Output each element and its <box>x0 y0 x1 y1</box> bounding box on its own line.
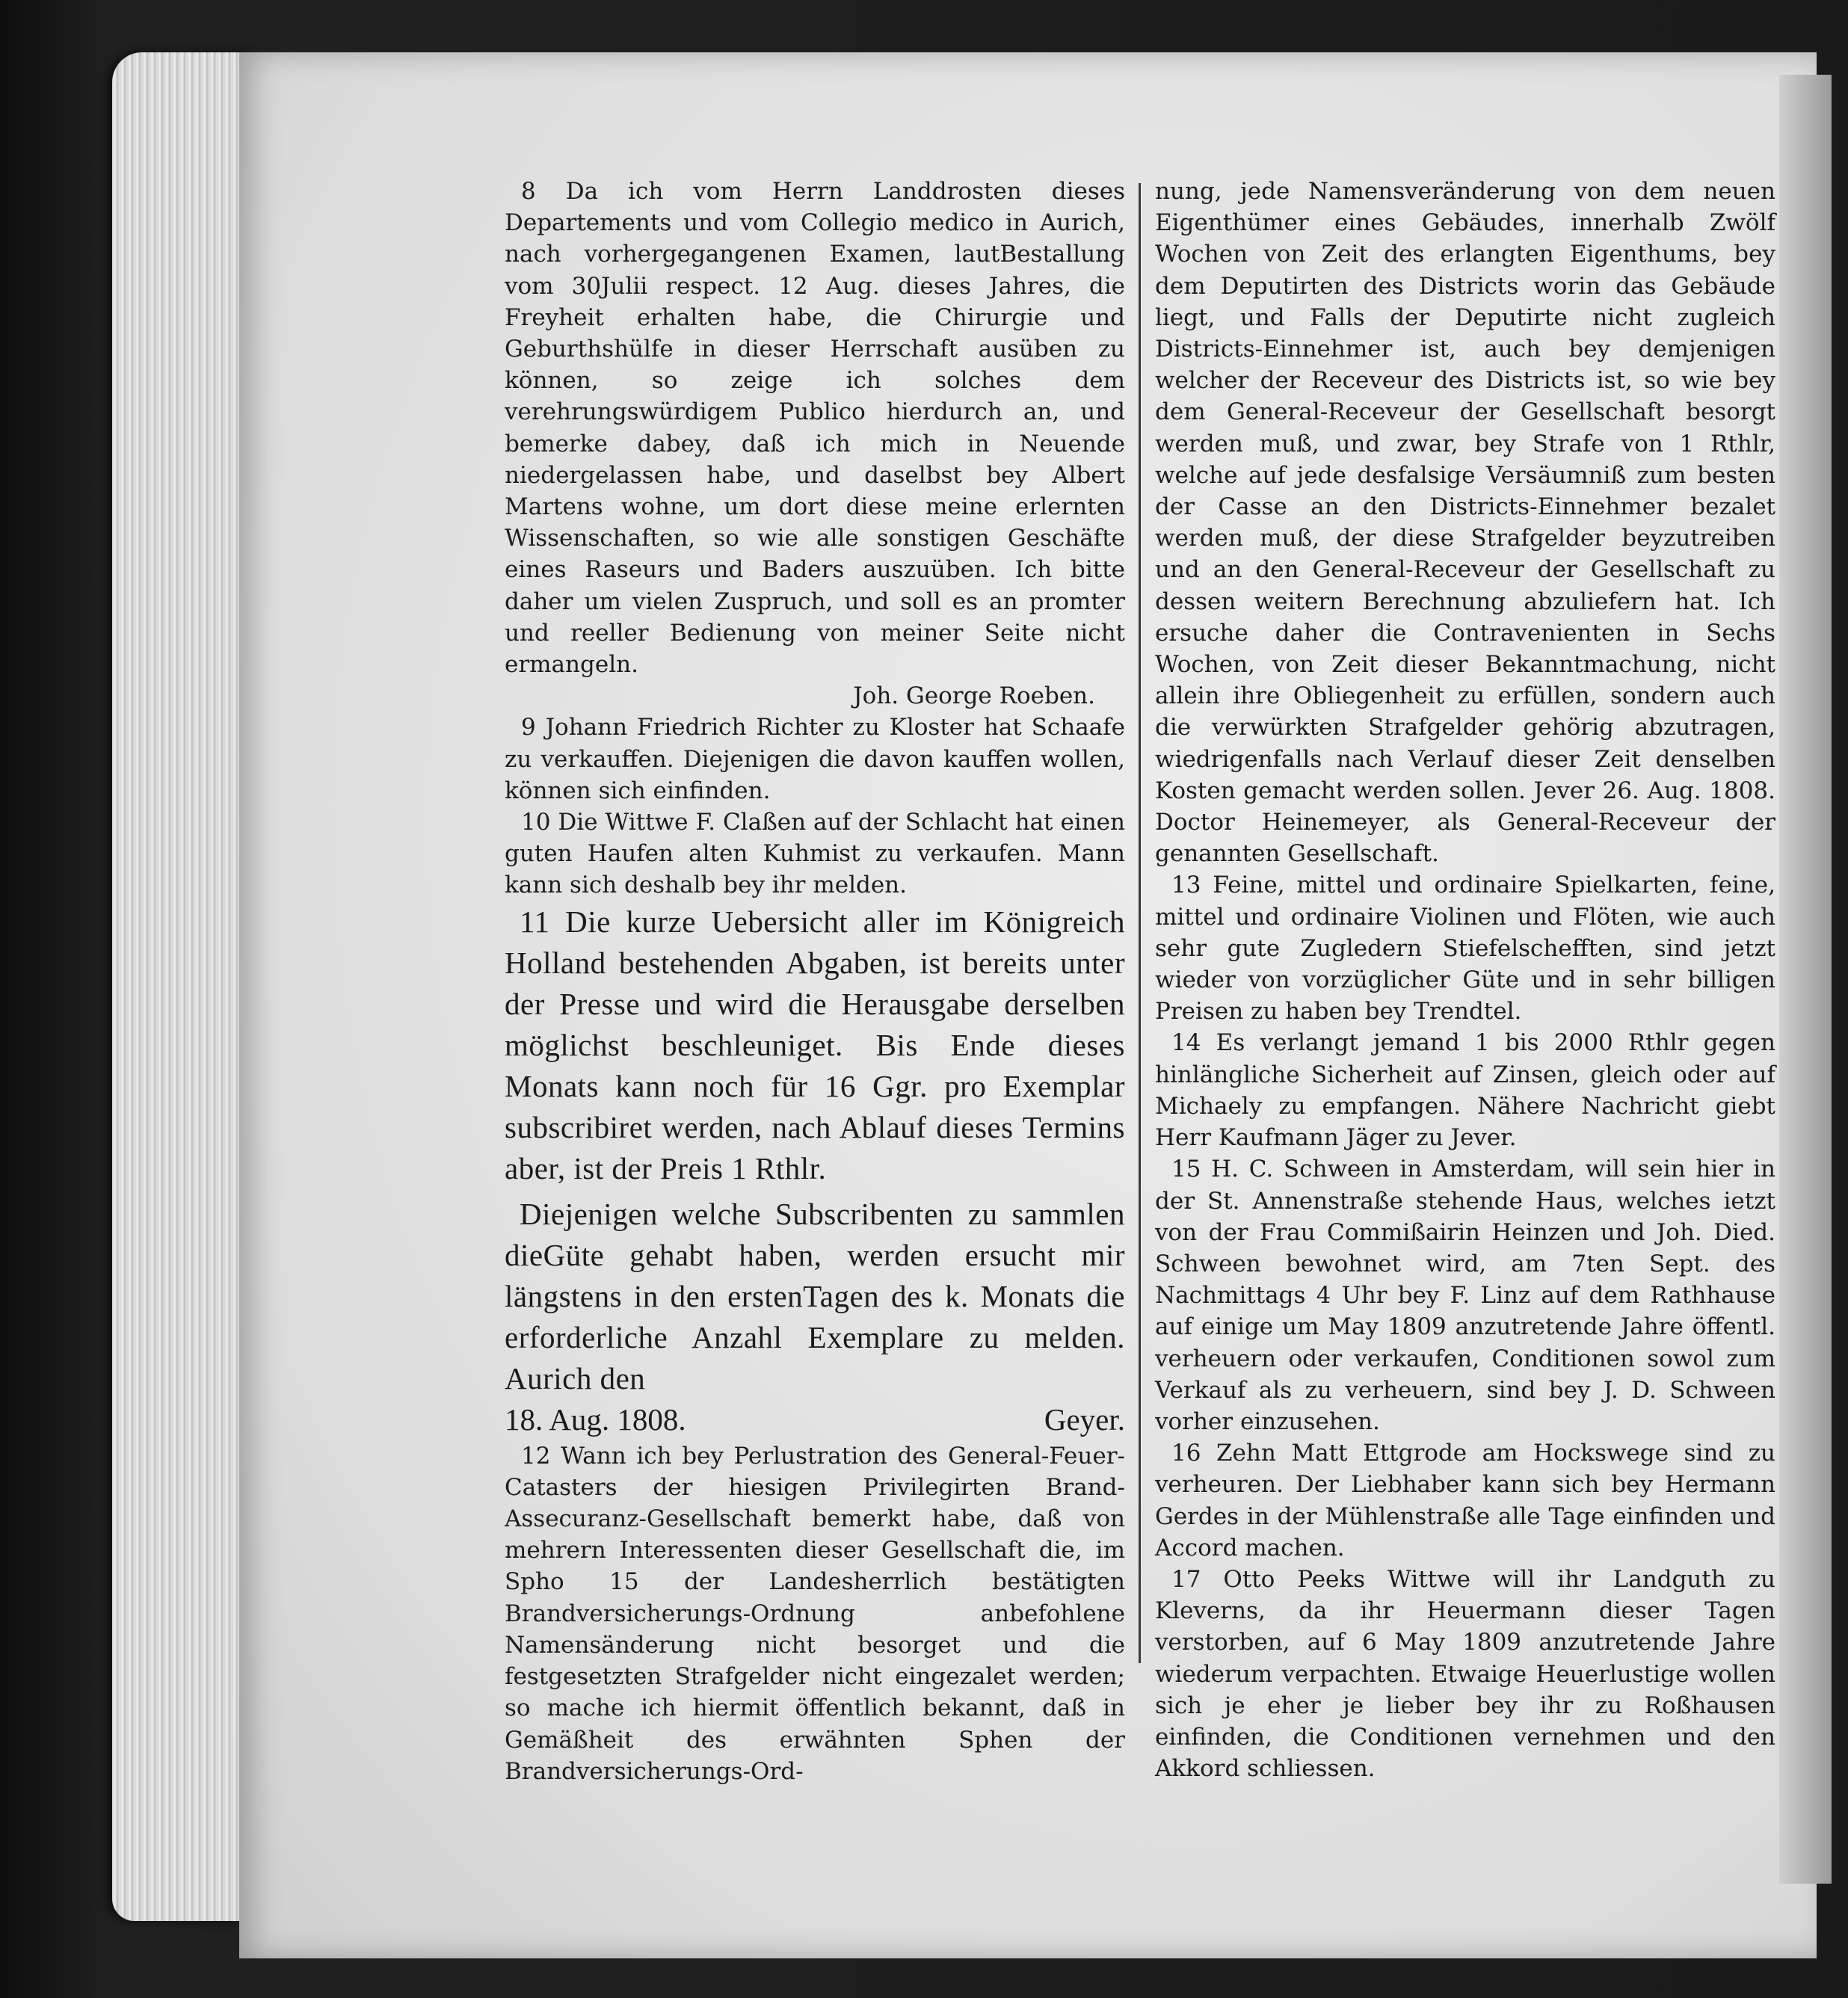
right-column <box>1155 176 1775 1784</box>
left-column <box>505 176 1125 1787</box>
notice-11-dateline <box>505 1399 1125 1440</box>
facing-page-edge <box>1779 75 1832 1884</box>
notice-13: 13 Feine, mittel und ordinaire Spielkarten, feine, mittel und ordinaire Violinen und Flöten, wie auch sehr gute Zugledern Stiefelschefften, sind jetzt wieder von vorzüglicher Güte und in sehr billigen Preisen zu haben bey Trendtel. <box>1155 872 1775 1026</box>
notice-8-signature: Joh. George Roeben. <box>853 682 1095 710</box>
notice-11-paragraph-1: 11 Die kurze Uebersicht aller im Königreich Holland bestehenden Abgaben, ist bereits unter der Presse und wird die Herausgabe derselben möglichst beschleuniget. Bis Ende dieses Monats kann noch für 16 Ggr. pro Exemplar subscribiret werden, nach Ablauf dieses Termins aber, ist der Preis 1 Rthlr. <box>505 904 1125 1185</box>
notice-11-paragraph-2: Diejenigen welche Subscribenten zu sammlen dieGüte gehabt haben, werden ersucht mir längstens in den erstenTagen des k. Monats die erforderliche Anzahl Exemplare zu melden. Aurich den <box>505 1196 1125 1396</box>
notice-8: 8 Da ich vom Herrn Landdrosten dieses Departements und vom Collegio medico in Aurich, nach vorhergegangenen Examen, lautBestallung vom 30Julii respect. 12 Aug. dieses Jahres, die Freyheit erhalten habe, die Chirurgie und Geburthshülfe in dieser Herrschaft ausüben zu können, so zeige ich solches dem verehrungswürdigem Publico hierdurch an, und bemerke dabey, daß ich mich in Neuende niedergelassen habe, und daselbst bey Albert Martens wohne, um dort diese meine erlernten Wissenschaften, so wie alle sonstigen Geschäfte eines Raseurs und Baders auszuüben. Ich bitte daher um vielen Zuspruch, und soll es an promter und reeller Bedienung von meiner Seite nicht ermangeln. <box>505 178 1125 679</box>
notice-12-continued: nung, jede Namensveränderung von dem neuen Eigenthümer eines Gebäudes, innerhalb Zwölf Wochen von Zeit des erlangten Eigenthums, bey dem Deputirten des Districts worin das Gebäude liegt, und Falls der Deputirte nicht zugleich Districts-Einnehmer ist, auch bey demjenigen welcher der Receveur des Districts ist, so wie bey dem General-Receveur der Gesellschaft besorgt werden muß, und zwar, bey Strafe von 1 Rthlr, welche auf jede desfalsige Versäumniß zum besten der Casse an den Districts-Einnehmer bezalet werden muß, der diese Strafgelder beyzutreiben und an den General-Receveur der Gesellschaft zu dessen weitern Berechnung abzuliefern hat. Ich ersuche daher die Contravenienten in Sechs Wochen, von Zeit dieser Bekanntmachung, nicht allein ihre Obliegenheit zu erfüllen, sondern auch die verwürkten Strafgelder gehörig abzutragen, wiedrigenfalls nach Verlauf dieser Zeit denselben Kosten gemacht werden sollen. Jever 26. Aug. 1808. Doctor Heinemeyer, als General-Receveur der genannten Gesellschaft. <box>1155 178 1775 868</box>
notice-17: 17 Otto Peeks Wittwe will ihr Landguth zu Kleverns, da ihr Heuermann dieser Tagen verstorben, auf 6 May 1809 anzutretende Jahre wiederum verpachten. Etwaige Heuerlustige wollen sich je eher je lieber bey ihr zu Roßhausen einfinden, die Conditionen vernehmen und den Akkord schliessen. <box>1155 1565 1775 1783</box>
column-divider <box>1139 183 1141 1663</box>
notice-10: 10 Die Wittwe F. Claßen auf der Schlacht hat einen guten Haufen alten Kuhmist zu verkaufen. Mann kann sich deshalb bey ihr melden. <box>505 809 1125 899</box>
notice-11-date: 18. Aug. 1808. <box>505 1402 686 1437</box>
notice-9: 9 Johann Friedrich Richter zu Kloster hat Schaafe zu verkauffen. Diejenigen die davon kauffen wollen, können sich einfinden. <box>505 714 1125 804</box>
book-fore-edge <box>112 52 254 1921</box>
notice-11-signature: Geyer. <box>1044 1402 1125 1437</box>
notice-16: 16 Zehn Matt Ettgrode am Hockswege sind zu verheuren. Der Liebhaber kann sich bey Hermann Gerdes in der Mühlenstraße alle Tage einfinden und Accord machen. <box>1155 1440 1775 1561</box>
notice-15: 15 H. C. Schween in Amsterdam, will sein hier in der St. Annenstraße stehende Haus, welches ietzt von der Frau Commißairin Heinzen und Joh. Died. Schween bewohnet wird, am 7ten Sept. des Nachmittags 4 Uhr bey F. Linz auf dem Rathhause auf einige um May 1809 anzutretende Jahre öffentl. verheuern oder verkaufen, Conditionen sowol zum Verkauf als zu verheuern, sind bey J. D. Schween vorher einzusehen. <box>1155 1156 1775 1435</box>
notice-12-start: 12 Wann ich bey Perlustration des General-Feuer-Catasters der hiesigen Privilegirten Brand-Assecuranz-Gesellschaft bemerkt habe, daß von mehrern Interessenten dieser Gesellschaft die, im Spho 15 der Landesherrlich bestätigten Brandversicherungs-Ordnung anbefohlene Namensänderung nicht besorget und die festgesetzten Strafgelder nicht eingezalet werden; so mache ich hiermit öffentlich bekannt, daß in Gemäßheit des erwähnten Sphen der Brandversicherungs-Ord- <box>505 1442 1125 1785</box>
notice-14: 14 Es verlangt jemand 1 bis 2000 Rthlr gegen hinlängliche Sicherheit auf Zinsen, gleich oder auf Michaely zu empfangen. Nähere Nachricht giebt Herr Kaufmann Jäger zu Jever. <box>1155 1029 1775 1152</box>
